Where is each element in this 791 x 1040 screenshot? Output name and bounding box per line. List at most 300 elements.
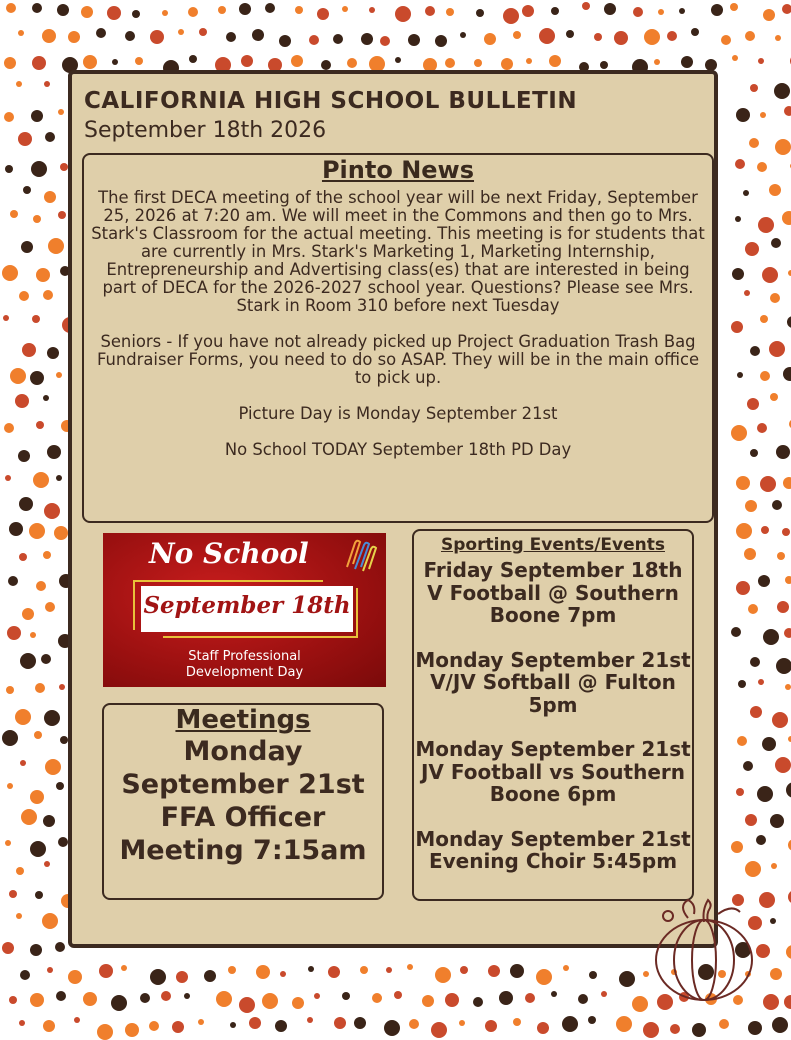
- background-dot: [386, 967, 392, 973]
- background-dot: [42, 29, 56, 43]
- background-dot: [770, 293, 780, 303]
- background-dot: [788, 839, 791, 851]
- background-dot: [643, 1022, 659, 1038]
- background-dot: [31, 110, 43, 122]
- background-dot: [743, 190, 749, 196]
- background-dot: [510, 964, 524, 978]
- background-dot: [291, 55, 303, 67]
- background-dot: [730, 3, 738, 11]
- background-dot: [736, 581, 750, 595]
- background-dot: [43, 290, 53, 300]
- background-dot: [68, 31, 80, 43]
- background-dot: [30, 944, 42, 956]
- paperclips-icon: [339, 537, 379, 577]
- background-dot: [604, 3, 616, 15]
- background-dot: [10, 368, 26, 384]
- background-dot: [771, 863, 777, 869]
- sporting-events-title: Sporting Events/Events: [441, 535, 665, 555]
- gold-line-left: [133, 580, 135, 630]
- background-dot: [32, 56, 46, 70]
- background-dot: [750, 346, 760, 356]
- background-dot: [132, 10, 140, 18]
- background-dot: [150, 969, 166, 985]
- background-dot: [47, 347, 59, 359]
- background-dot: [460, 32, 466, 38]
- background-dot: [735, 159, 745, 169]
- background-dot: [81, 6, 93, 18]
- background-dot: [178, 29, 184, 35]
- background-dot: [333, 34, 343, 44]
- background-dot: [431, 1022, 447, 1038]
- background-dot: [275, 1020, 287, 1032]
- background-dot: [632, 996, 648, 1012]
- background-dot: [44, 503, 60, 519]
- background-dot: [307, 1017, 313, 1023]
- background-dot: [422, 995, 434, 1007]
- background-dot: [29, 523, 45, 539]
- background-dot: [252, 29, 264, 41]
- background-dot: [667, 31, 677, 41]
- background-dot: [342, 992, 350, 1000]
- background-dot: [395, 6, 411, 22]
- gold-line-right: [356, 588, 358, 638]
- background-dot: [582, 2, 590, 10]
- background-dot: [731, 841, 743, 853]
- background-dot: [600, 61, 608, 69]
- background-dot: [760, 112, 766, 118]
- background-dot: [19, 1020, 25, 1026]
- background-dot: [150, 30, 164, 44]
- background-dot: [762, 737, 776, 751]
- background-dot: [731, 321, 743, 333]
- pinto-news-box: [82, 153, 714, 523]
- background-dot: [56, 991, 66, 1001]
- background-dot: [35, 891, 43, 899]
- event-item: Friday September 18th V Football @ Southern Boone 7pm: [423, 558, 683, 627]
- background-dot: [44, 710, 60, 726]
- background-dot: [20, 653, 36, 669]
- background-dot: [786, 945, 791, 959]
- background-dot: [125, 31, 135, 41]
- background-dot: [334, 1017, 346, 1029]
- background-dot: [784, 995, 791, 1009]
- background-dot: [347, 58, 357, 68]
- background-dot: [83, 992, 97, 1006]
- background-dot: [770, 814, 784, 828]
- background-dot: [750, 449, 758, 457]
- background-dot: [74, 1017, 80, 1023]
- background-dot: [776, 445, 790, 459]
- background-dot: [59, 684, 65, 690]
- background-dot: [230, 1022, 236, 1028]
- background-dot: [314, 993, 320, 999]
- background-dot: [188, 7, 198, 17]
- background-dot: [33, 472, 49, 488]
- seniors-announcement: Seniors - If you have not already picked up Project Graduation Trash Bag Fundraiser Forms, you need to do so ASAP. They will be in the main office to pick up.: [96, 332, 700, 387]
- background-dot: [42, 913, 58, 929]
- background-dot: [589, 971, 597, 979]
- background-dot: [56, 475, 62, 481]
- background-dot: [756, 835, 766, 845]
- background-dot: [537, 1022, 549, 1034]
- background-dot: [161, 991, 171, 1001]
- background-dot: [644, 29, 660, 45]
- background-dot: [759, 892, 775, 908]
- background-dot: [45, 132, 55, 142]
- background-dot: [761, 526, 769, 534]
- background-dot: [19, 291, 29, 301]
- meeting-time: Meeting 7:15am: [119, 835, 367, 866]
- background-dot: [619, 971, 635, 987]
- background-dot: [536, 969, 552, 985]
- pumpkin-icon: [648, 896, 760, 1008]
- background-dot: [372, 993, 382, 1003]
- meeting-date: September 21st: [121, 769, 365, 800]
- background-dot: [328, 966, 340, 978]
- banner-subtitle-line1: Staff Professional: [188, 649, 301, 664]
- background-dot: [748, 604, 758, 614]
- background-dot: [309, 35, 319, 45]
- background-dot: [736, 523, 752, 539]
- background-dot: [36, 581, 46, 591]
- background-dot: [36, 421, 44, 429]
- background-dot: [83, 55, 97, 69]
- background-dot: [262, 993, 278, 1009]
- background-dot: [3, 315, 9, 321]
- background-dot: [5, 165, 13, 173]
- background-dot: [446, 8, 454, 16]
- background-dot: [369, 7, 375, 13]
- background-dot: [782, 4, 791, 14]
- background-dot: [785, 684, 791, 690]
- background-dot: [239, 3, 251, 15]
- background-dot: [614, 31, 628, 45]
- background-dot: [216, 991, 232, 1007]
- background-dot: [679, 8, 685, 14]
- background-dot: [499, 991, 513, 1005]
- gold-line-top: [133, 580, 323, 582]
- background-dot: [44, 191, 56, 203]
- background-dot: [445, 58, 455, 68]
- background-dot: [744, 548, 756, 560]
- background-dot: [750, 657, 760, 667]
- background-dot: [526, 58, 532, 64]
- background-dot: [551, 7, 559, 15]
- background-dot: [772, 712, 788, 728]
- background-dot: [7, 783, 13, 789]
- background-dot: [513, 1018, 521, 1026]
- background-dot: [782, 528, 790, 536]
- background-dot: [425, 6, 435, 16]
- pinto-news-title: Pinto News: [321, 156, 475, 184]
- background-dot: [784, 106, 791, 116]
- background-dot: [588, 1016, 596, 1024]
- background-dot: [513, 31, 521, 39]
- background-dot: [763, 994, 779, 1010]
- background-dot: [738, 680, 746, 688]
- background-dot: [32, 3, 42, 13]
- background-dot: [775, 757, 791, 773]
- background-dot: [488, 965, 500, 977]
- banner-title: No School: [149, 537, 309, 570]
- background-dot: [7, 626, 21, 640]
- no-school-banner-image: [103, 533, 386, 687]
- background-dot: [563, 965, 569, 971]
- background-dot: [43, 815, 55, 827]
- background-dot: [737, 736, 747, 746]
- background-dot: [280, 971, 286, 977]
- bulletin-panel: [68, 70, 718, 948]
- background-dot: [44, 861, 50, 867]
- background-dot: [750, 84, 758, 92]
- background-dot: [16, 81, 22, 87]
- banner-date-card: [141, 586, 353, 632]
- background-dot: [18, 132, 32, 146]
- background-dot: [58, 109, 64, 115]
- background-dot: [775, 35, 781, 41]
- background-dot: [395, 57, 401, 63]
- background-dot: [9, 522, 23, 536]
- background-dot: [732, 55, 738, 61]
- background-dot: [279, 35, 291, 47]
- background-dot: [774, 83, 790, 99]
- background-dot: [692, 1023, 706, 1037]
- background-dot: [525, 993, 535, 1003]
- background-dot: [771, 238, 781, 248]
- background-dot: [321, 60, 331, 70]
- background-dot: [360, 966, 368, 974]
- background-dot: [31, 161, 47, 177]
- background-dot: [770, 968, 782, 980]
- background-dot: [501, 58, 513, 70]
- background-dot: [539, 28, 555, 44]
- background-dot: [20, 970, 30, 980]
- background-dot: [30, 632, 36, 638]
- background-dot: [9, 890, 17, 898]
- background-dot: [5, 475, 11, 481]
- background-dot: [681, 56, 693, 68]
- background-dot: [22, 343, 36, 357]
- background-dot: [736, 476, 750, 490]
- background-dot: [249, 1017, 261, 1029]
- background-dot: [189, 55, 197, 63]
- background-dot: [775, 139, 791, 155]
- background-dot: [16, 867, 24, 875]
- background-dot: [58, 837, 68, 847]
- background-dot: [735, 216, 741, 222]
- background-dot: [45, 602, 55, 612]
- background-dot: [783, 477, 791, 489]
- background-dot: [2, 730, 18, 746]
- background-dot: [295, 6, 303, 14]
- background-dot: [762, 267, 778, 283]
- background-dot: [361, 33, 373, 45]
- background-dot: [125, 1023, 139, 1037]
- background-dot: [785, 576, 791, 584]
- background-dot: [732, 268, 744, 280]
- background-dot: [228, 966, 236, 974]
- background-dot: [670, 1024, 680, 1034]
- meeting-day: Monday: [183, 736, 303, 767]
- background-dot: [459, 1020, 465, 1026]
- background-dot: [654, 59, 660, 65]
- background-dot: [787, 316, 791, 328]
- background-dot: [140, 993, 150, 1003]
- background-dot: [747, 398, 759, 410]
- gold-line-bottom: [163, 636, 358, 638]
- background-dot: [736, 788, 744, 796]
- background-dot: [691, 28, 699, 36]
- background-dot: [10, 210, 18, 218]
- event-item: Monday September 21st V/JV Softball @ Fulton 5pm: [415, 647, 691, 717]
- background-dot: [476, 9, 484, 17]
- bulletin-title: CALIFORNIA HIGH SCHOOL BULLETIN: [84, 88, 578, 114]
- background-dot: [30, 841, 46, 857]
- background-dot: [770, 393, 778, 401]
- background-dot: [16, 913, 22, 919]
- background-dot: [97, 1024, 113, 1040]
- background-dot: [407, 964, 413, 970]
- background-dot: [23, 186, 31, 194]
- background-dot: [763, 629, 779, 645]
- background-dot: [48, 238, 64, 254]
- event-item: Monday September 21st Evening Choir 5:45pm: [415, 826, 691, 873]
- background-dot: [121, 965, 127, 971]
- background-dot: [41, 654, 51, 664]
- background-dot: [551, 991, 557, 997]
- bulletin-date: September 18th 2026: [84, 118, 327, 143]
- background-dot: [2, 942, 14, 954]
- background-dot: [256, 965, 270, 979]
- background-dot: [56, 372, 62, 378]
- background-dot: [18, 450, 30, 462]
- background-dot: [758, 679, 764, 685]
- background-dot: [745, 31, 755, 41]
- meetings-box: [102, 703, 384, 900]
- background-dot: [784, 628, 791, 638]
- background-dot: [776, 658, 791, 674]
- background-dot: [265, 3, 275, 13]
- background-dot: [750, 706, 762, 718]
- background-dot: [54, 526, 68, 540]
- background-dot: [745, 861, 761, 877]
- background-dot: [342, 6, 348, 12]
- background-dot: [68, 970, 82, 984]
- background-dot: [473, 997, 483, 1007]
- background-dot: [763, 9, 775, 21]
- background-dot: [4, 112, 14, 122]
- background-dot: [45, 759, 61, 775]
- background-dot: [6, 3, 16, 13]
- background-dot: [149, 1021, 159, 1031]
- sporting-events-box: [412, 529, 694, 901]
- deca-announcement: The first DECA meeting of the school year will be next Friday, September 25, 2026 at 7:20 am. We will meet in the Commons and then go to Mrs. Stark's Classroom for the actual meeting. This meeting is for students that are currently in Mrs. Stark's Marketing 1, Marketing Internship, Entrepreneurship and Advertising class(es) that are interested in being part of DECA for the 2026-2027 school year. Questions? Please see Mrs. Stark in Room 310 before next Tuesday: [91, 188, 705, 315]
- background-dot: [786, 782, 791, 798]
- background-dot: [44, 81, 50, 87]
- background-dot: [757, 162, 767, 172]
- background-dot: [743, 761, 753, 771]
- background-dot: [394, 991, 402, 999]
- background-dot: [522, 5, 534, 17]
- background-dot: [711, 4, 723, 16]
- background-dot: [162, 10, 168, 16]
- background-dot: [777, 552, 785, 560]
- background-dot: [737, 372, 743, 378]
- background-dot: [4, 57, 16, 69]
- background-dot: [435, 35, 447, 47]
- background-dot: [566, 30, 574, 38]
- background-dot: [460, 966, 468, 974]
- background-dot: [43, 395, 49, 401]
- background-dot: [239, 997, 255, 1013]
- background-dot: [15, 394, 29, 408]
- background-dot: [354, 1017, 366, 1029]
- background-dot: [218, 6, 226, 14]
- background-dot: [772, 1017, 788, 1033]
- background-dot: [21, 809, 37, 825]
- background-dot: [408, 34, 420, 46]
- background-dot: [769, 341, 785, 357]
- background-dot: [30, 993, 44, 1007]
- background-dot: [783, 367, 791, 381]
- background-dot: [760, 371, 770, 381]
- background-dot: [2, 265, 18, 281]
- background-dot: [758, 575, 770, 587]
- background-dot: [474, 59, 482, 67]
- background-dot: [60, 736, 68, 744]
- background-dot: [43, 1020, 55, 1032]
- background-dot: [485, 1020, 497, 1032]
- background-dot: [184, 993, 190, 999]
- background-dot: [731, 627, 741, 637]
- background-dot: [748, 1021, 762, 1035]
- background-dot: [107, 6, 121, 20]
- background-dot: [757, 786, 773, 802]
- background-dot: [317, 8, 329, 20]
- background-dot: [20, 760, 26, 766]
- meetings-title: Meetings: [175, 705, 311, 735]
- picture-day-announcement: Picture Day is Monday September 21st: [238, 404, 558, 423]
- background-dot: [30, 371, 44, 385]
- background-dot: [594, 33, 602, 41]
- background-dot: [58, 211, 66, 219]
- background-dot: [601, 991, 607, 997]
- background-dot: [32, 315, 40, 323]
- background-dot: [99, 964, 113, 978]
- background-dot: [43, 551, 51, 559]
- background-dot: [15, 709, 31, 725]
- background-dot: [33, 215, 41, 223]
- background-dot: [55, 942, 65, 952]
- background-dot: [484, 33, 496, 45]
- background-dot: [5, 840, 11, 846]
- background-dot: [721, 35, 731, 45]
- background-dot: [760, 315, 768, 323]
- background-dot: [769, 184, 781, 196]
- background-dot: [777, 601, 789, 613]
- background-dot: [503, 8, 519, 24]
- background-dot: [616, 1016, 632, 1032]
- background-dot: [719, 1019, 729, 1029]
- background-dot: [745, 500, 757, 512]
- background-dot: [4, 423, 14, 433]
- background-dot: [21, 241, 33, 253]
- background-dot: [19, 553, 27, 561]
- background-dot: [226, 32, 236, 42]
- background-dot: [47, 967, 53, 973]
- background-dot: [736, 108, 750, 122]
- background-dot: [782, 211, 791, 225]
